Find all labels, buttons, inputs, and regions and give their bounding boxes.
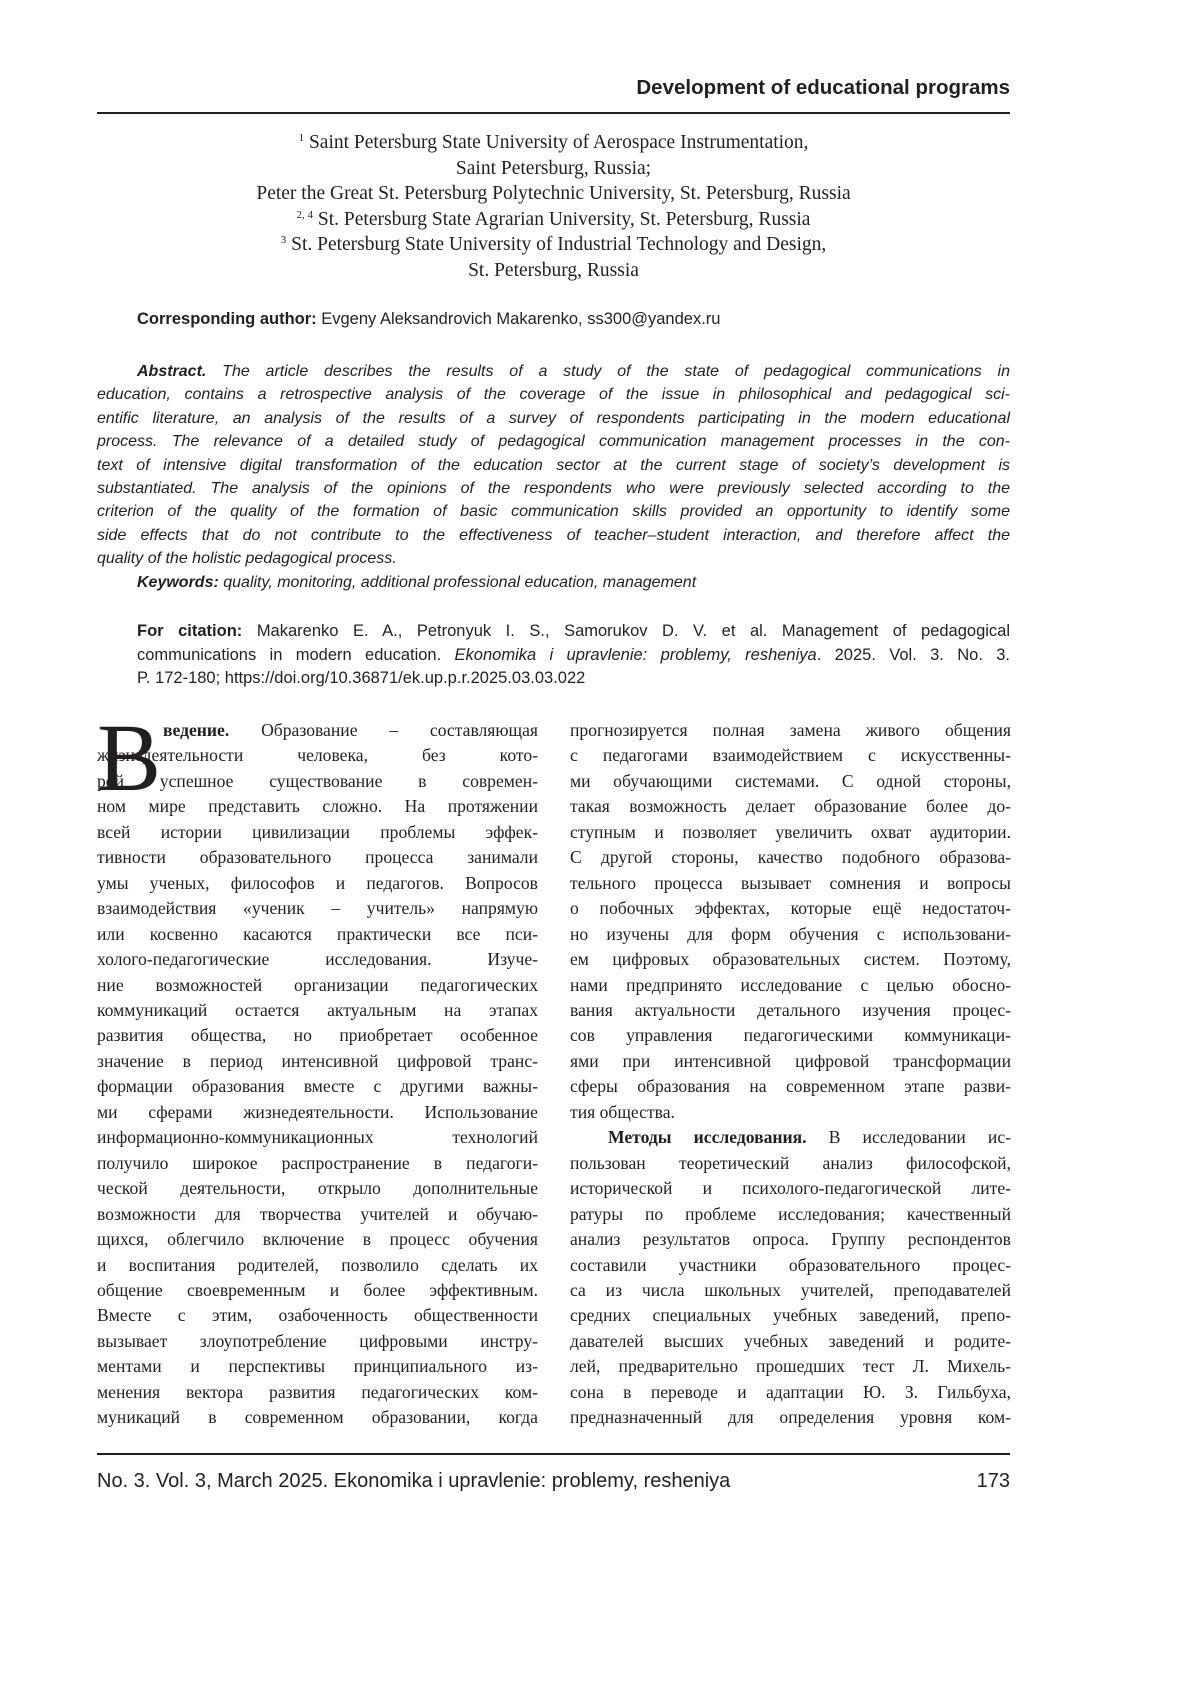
body-line: с педагогами взаимодействием с искусственны- <box>570 743 1011 768</box>
body-line: вызывает злоупотребление цифровыми инстру- <box>97 1329 538 1354</box>
body-line: тивности образовательного процесса занимали <box>97 845 538 870</box>
body-line: муникаций в современном образовании, когда <box>97 1405 538 1430</box>
page-number: 173 <box>977 1470 1010 1493</box>
running-head: Development of educational programs <box>97 76 1010 100</box>
body-line <box>97 718 538 743</box>
citation-text: communications in modern education. <box>137 646 441 664</box>
citation <box>137 620 1010 691</box>
affiliation-line <box>97 258 1010 284</box>
affiliation-text: Peter the Great St. Petersburg Polytechnic University, St. Petersburg, Russia <box>256 183 850 204</box>
body-line: сферы образования на современном этапе разви- <box>570 1074 1011 1099</box>
footer <box>97 1470 1010 1493</box>
body-line: нами предпринято исследование с целью обосно- <box>570 973 1011 998</box>
affiliation-text: Saint Petersburg, Russia; <box>456 158 651 179</box>
affiliation-text: St. Petersburg State Agrarian University, St. Petersburg, Russia <box>318 209 811 230</box>
body-line: средних специальных учебных заведений, препо- <box>570 1303 1011 1328</box>
body-line: вания актуальности детального изучения процес- <box>570 998 1011 1023</box>
body-line: общение своевременным и более эффективным. <box>97 1278 538 1303</box>
body-line: информационно-коммуникационных технологий <box>97 1125 538 1150</box>
drop-cap: В <box>97 718 161 798</box>
body-line: щихся, облегчило включение в процесс обучения <box>97 1227 538 1252</box>
citation-label: For citation: <box>137 622 242 640</box>
citation-line <box>137 667 1010 691</box>
affiliation-line <box>97 130 1010 156</box>
footer-rule <box>97 1453 1010 1455</box>
abstract-label: Abstract. <box>137 363 206 380</box>
body-line: и воспитания родителей, позволило сделать их <box>97 1253 538 1278</box>
body-line: ступным и позволяет увеличить охват аудитории. <box>570 820 1011 845</box>
body-line: С другой стороны, качество подобного образова- <box>570 845 1011 870</box>
body-line: лей, предварительно прошедших тест Л. Михель- <box>570 1354 1011 1379</box>
citation-text: . 2025. Vol. 3. No. 3. <box>817 646 1010 664</box>
body-line: холого-педагогические исследования. Изуче- <box>97 947 538 972</box>
abstract-line: text of intensive digital transformation of the education sector at the current stage of society’s development is <box>97 454 1010 477</box>
abstract-line: entific literature, an analysis of the results of a survey of respondents participating in the modern educational <box>97 407 1010 430</box>
abstract-line: substantiated. The analysis of the opinions of the respondents who were previously selected according to the <box>97 477 1010 500</box>
body-line: ментами и перспективы принципиального из- <box>97 1354 538 1379</box>
methods-heading: Методы исследования. <box>608 1127 807 1147</box>
body-line: получило широкое распространение в педагоги- <box>97 1151 538 1176</box>
body-line: о побочных эффектах, которые ещё недостаточ- <box>570 896 1011 921</box>
corresponding-value: Evgeny Aleksandrovich Makarenko, ss300@yandex.ru <box>321 310 720 328</box>
body-line: сона в переводе и адаптации Ю. З. Гильбуха, <box>570 1380 1011 1405</box>
body-column-right <box>570 718 1011 1431</box>
body-text: В исследовании ис- <box>829 1127 1011 1147</box>
keywords-label: Keywords: <box>137 574 219 591</box>
body-line: прогнозируется полная замена живого общения <box>570 718 1011 743</box>
citation-doi: P. 172-180; https://doi.org/10.36871/ek.up.p.r.2025.03.03.022 <box>137 669 585 687</box>
body-line: коммуникаций остается актуальным на этапах <box>97 998 538 1023</box>
intro-heading: ведение. <box>163 720 229 740</box>
body-line: такая возможность делает образование более до- <box>570 794 1011 819</box>
body-line: возможности для творчества учителей и обучаю- <box>97 1202 538 1227</box>
body-line: формации образования вместе с другими важны- <box>97 1074 538 1099</box>
footer-journal: No. 3. Vol. 3, March 2025. Ekonomika i upravlenie: problemy, resheniya <box>97 1470 730 1493</box>
body-line: ратуры по проблеме исследования; качественный <box>570 1202 1011 1227</box>
body-line: или косвенно касаются практически все пси- <box>97 922 538 947</box>
body-line: тия общества. <box>570 1100 1011 1125</box>
body-line: составили участники образовательного процес- <box>570 1253 1011 1278</box>
abstract-line: process. The relevance of a detailed study of pedagogical communication management processes in the con- <box>97 430 1010 453</box>
body-line: предназначенный для определения уровня ком- <box>570 1405 1011 1430</box>
abstract-line: criterion of the quality of the formation of basic communication skills provided an opportunity to identify some <box>97 500 1010 523</box>
body-line: значение в период интенсивной цифровой транс- <box>97 1049 538 1074</box>
corresponding-label: Corresponding author: <box>137 310 317 328</box>
body-line: тельного процесса вызывает сомнения и вопросы <box>570 871 1011 896</box>
abstract <box>97 360 1010 594</box>
body-line: менения вектора развития педагогических ком- <box>97 1380 538 1405</box>
body-line: Вместе с этим, озабоченность общественности <box>97 1303 538 1328</box>
body-text: Образование – составляющая <box>261 720 538 740</box>
header-rule <box>97 112 1010 114</box>
affiliation-text: St. Petersburg, Russia <box>468 260 639 281</box>
body-line: взаимодействия «ученик – учитель» напрямую <box>97 896 538 921</box>
corresponding-author <box>137 310 720 329</box>
body-line: умы ученых, философов и педагогов. Вопросов <box>97 871 538 896</box>
body-line: ем цифровых образовательных систем. Поэтому, <box>570 947 1011 972</box>
body-line: ми сферами жизнедеятельности. Использование <box>97 1100 538 1125</box>
body-line: исторической и психолого-педагогической лите- <box>570 1176 1011 1201</box>
body-line: развития общества, но приобретает особенное <box>97 1023 538 1048</box>
keywords-value: quality, monitoring, additional professional education, management <box>223 574 696 591</box>
body-column-left <box>97 718 538 1431</box>
body-line: давателей высших учебных заведений и родите- <box>570 1329 1011 1354</box>
body-line: анализ результатов опроса. Группу респондентов <box>570 1227 1011 1252</box>
body-line: всей истории цивилизации проблемы эффек- <box>97 820 538 845</box>
body-line: пользован теоретический анализ философской, <box>570 1151 1011 1176</box>
citation-line <box>137 644 1010 668</box>
affiliation-text: St. Petersburg State University of Industrial Technology and Design, <box>291 234 826 255</box>
affiliation-marker: 1 <box>299 132 305 144</box>
abstract-line: quality of the holistic pedagogical process. <box>97 547 1010 570</box>
abstract-text: The article describes the results of a study of the state of pedagogical communications in <box>222 363 1010 380</box>
body-line: жизнедеятельности человека, без кото- <box>97 743 538 768</box>
affiliation-line <box>97 181 1010 207</box>
citation-text: Makarenko E. A., Petronyuk I. S., Samorukov D. V. et al. Management of pedagogical <box>257 622 1010 640</box>
abstract-line <box>97 360 1010 383</box>
abstract-line: education, contains a retrospective analysis of the coverage of the issue in philosophical and pedagogical sci- <box>97 383 1010 406</box>
citation-journal: Ekonomika i upravlenie: problemy, resheniya <box>455 646 817 664</box>
affiliation-marker: 2, 4 <box>297 209 314 221</box>
affiliation-line <box>97 232 1010 258</box>
affiliation-marker: 3 <box>281 234 287 246</box>
citation-line <box>137 620 1010 644</box>
abstract-line: side effects that do not contribute to the effectiveness of teacher–student interaction, and therefore affect the <box>97 524 1010 547</box>
body-line: ми обучающими системами. С одной стороны, <box>570 769 1011 794</box>
body-line: рой успешное существование в современ- <box>97 769 538 794</box>
body-line: но изучены для форм обучения с использовани- <box>570 922 1011 947</box>
affiliation-line <box>97 156 1010 182</box>
body-line: ном мире представить сложно. На протяжении <box>97 794 538 819</box>
body-line: са из числа школьных учителей, преподавателей <box>570 1278 1011 1303</box>
affiliation-line <box>97 207 1010 233</box>
body-line: ние возможностей организации педагогических <box>97 973 538 998</box>
body-line <box>570 1125 1011 1150</box>
body-line: ческой деятельности, открыло дополнительные <box>97 1176 538 1201</box>
body-line: сов управления педагогическими коммуникаци- <box>570 1023 1011 1048</box>
affiliations <box>97 130 1010 283</box>
keywords <box>97 571 1010 594</box>
affiliation-text: Saint Petersburg State University of Aerospace Instrumentation, <box>309 132 809 153</box>
body-line: ями при интенсивной цифровой трансформации <box>570 1049 1011 1074</box>
